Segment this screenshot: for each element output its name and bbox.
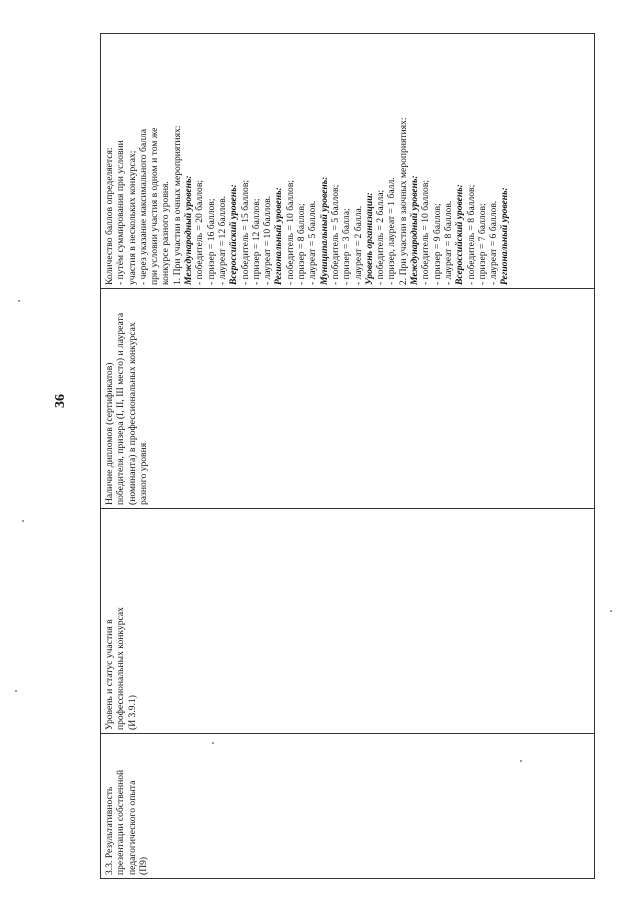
rotated-table-container [100, 34, 595, 879]
scoring-line: Международный уровень: [183, 175, 195, 285]
evidence-line: Наличие дипломов (сертификатов) [104, 362, 115, 505]
scoring-line: - лауреат = 2 балла. [352, 205, 364, 285]
scoring-line: - победитель = 8 баллов; [465, 184, 477, 285]
criterion-line: презентации собственной [115, 769, 127, 875]
scoring-line: Муниципальный уровень: [318, 176, 330, 285]
scoring-line: - призер = 9 баллов; [431, 203, 443, 285]
scoring-line: Всероссийский уровень: [228, 184, 240, 285]
scoring-cell [101, 34, 595, 289]
indicator-line: профессиональных конкурсах [115, 607, 127, 730]
criterion-line: 3.3. Результативность [104, 786, 115, 875]
evidence-line: разного уровня [137, 442, 149, 505]
table-row [101, 34, 595, 879]
scoring-line: конкурсе разного уровня. [160, 181, 172, 285]
scoring-line: - победитель = 2 балла; [375, 189, 387, 285]
indicator-line: (И 3.9.1) [126, 695, 138, 730]
scoring-line: - призер = 3 балла; [341, 208, 353, 285]
scoring-line: 2. При участии в заочных мероприятиях: [397, 117, 409, 285]
indicator-line: Уровень и статус участия в [104, 619, 115, 730]
scoring-line: Всероссийский уровень: [454, 184, 466, 285]
evidence-cell [101, 289, 595, 509]
scoring-line: - победитель = 20 баллов; [194, 179, 206, 285]
scoring-line: - призер, лауреат = 1 балл. [386, 177, 398, 285]
scoring-line: участия в нескольких конкурсах; [126, 150, 138, 285]
scoring-line: - призер = 16 баллов; [205, 198, 217, 285]
criterion-line: педагогического опыта [126, 780, 138, 875]
scoring-line: - победитель = 5 баллов; [329, 184, 341, 285]
criteria-table [100, 33, 595, 879]
scoring-line: Международный уровень: [409, 175, 421, 285]
evidence-line: победителя, призера (I, II, III место) и лауреата [115, 312, 127, 505]
scoring-line: Региональный уровень: [273, 187, 285, 285]
scoring-line: Уровень организации: [363, 192, 375, 285]
scoring-line: - путём суммирования при условии [115, 140, 127, 285]
scoring-line: - призер = 8 баллов; [296, 203, 308, 285]
indicator-cell [101, 509, 595, 734]
scoring-line: 1. При участии в очных мероприятиях: [171, 125, 183, 285]
scoring-line: - призер = 7 баллов; [476, 203, 488, 285]
scoring-line: Количество баллов определяется: [104, 147, 115, 285]
scoring-line: - лауреат = 8 баллов. [442, 200, 454, 285]
scoring-line: - лауреат = 12 баллов. [216, 195, 228, 285]
scoring-line: - лауреат = 5 баллов. [307, 200, 319, 285]
scoring-line: при условии участия в одном и том же [149, 127, 161, 285]
criterion-cell [101, 734, 595, 879]
scoring-line: - победитель = 10 баллов; [420, 179, 432, 285]
scoring-line: - лауреат = 6 баллов. [488, 200, 500, 285]
evidence-line: (номинанта) в профессиональных конкурсах [126, 322, 138, 505]
scoring-line: Региональный уровень: [499, 187, 511, 285]
scoring-line: - через указание максимального балла [137, 128, 149, 285]
criterion-line: (П9) [137, 856, 149, 875]
scoring-line: - победитель = 15 баллов; [239, 179, 251, 285]
scoring-line: - лауреат = 10 баллов. [262, 195, 274, 285]
scoring-line: - победитель = 10 баллов; [284, 179, 296, 285]
scoring-line: - призер = 12 баллов; [250, 198, 262, 285]
page-number: 36 [53, 394, 68, 408]
